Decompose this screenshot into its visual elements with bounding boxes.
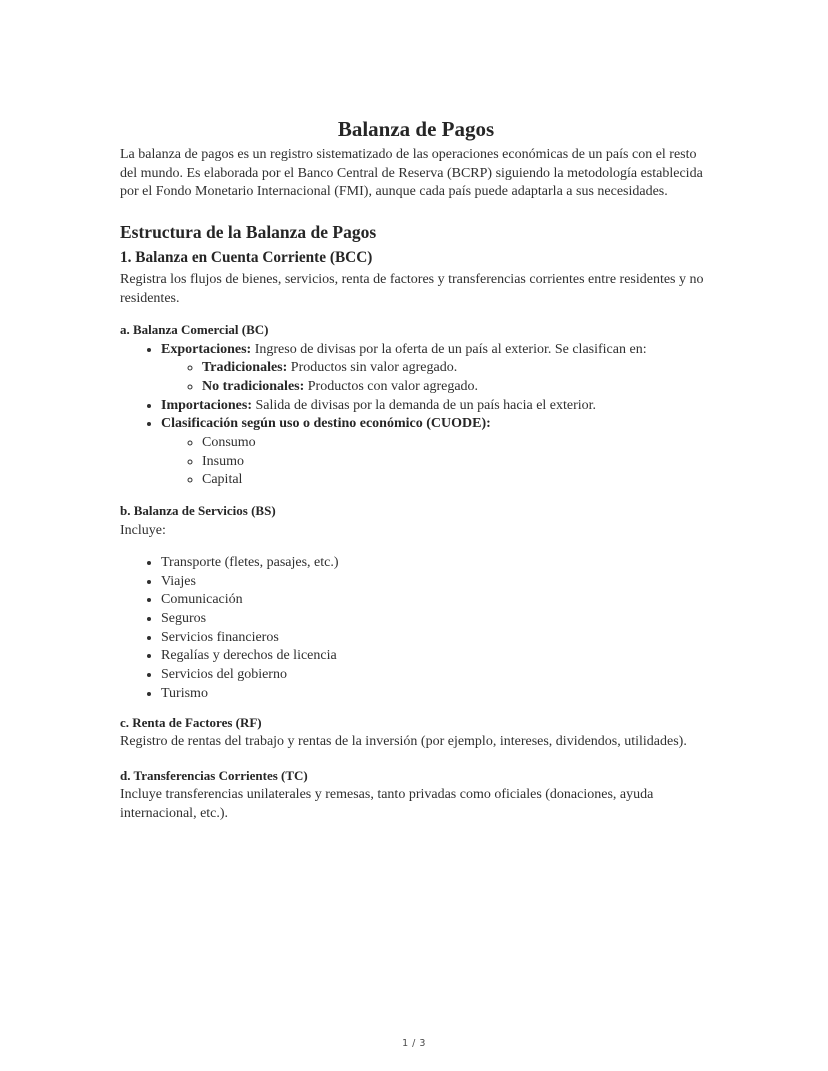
list-item: • Seguros	[161, 610, 712, 629]
term-text: Ingreso de divisas por la oferta de un país al exterior. Se clasifican en:	[251, 341, 647, 357]
list-item: ◦ Consumo	[202, 434, 712, 453]
document-content	[120, 116, 712, 824]
bc-list	[120, 341, 712, 491]
rf-body: Registro de rentas del trabajo y rentas de la inversión (por ejemplo, intereses, dividendos, utilidades).	[120, 734, 687, 750]
bc-heading: a. Balanza Comercial (BC)	[120, 321, 269, 337]
cuode-sublist	[161, 434, 712, 490]
document-title: Balanza de Pagos	[337, 117, 495, 141]
structure-heading: Estructura de la Balanza de Pagos	[120, 222, 377, 243]
rf-heading: c. Renta de Factores (RF)	[120, 715, 262, 731]
term-text: Salida de divisas por la demanda de un país hacia el exterior.	[252, 397, 597, 413]
intro-paragraph: La balanza de pagos es un registro sistematizado de las operaciones económicas de un país con el resto del mundo. Es elaborada por el Banco Central de Reserva (BCRP) siguiendo la metodología establecida por el Fondo Monetario Internacional (FMI), aunque cada país puede adaptarla a sus necesidades.	[120, 147, 703, 200]
list-item-importaciones	[161, 397, 712, 416]
list-item: ◦ Insumo	[202, 453, 712, 472]
list-item-cuode	[161, 415, 712, 490]
list-item: • Regalías y derechos de licencia	[161, 647, 712, 666]
term-text: Productos sin valor agregado.	[287, 360, 458, 376]
list-item: • Viajes	[161, 573, 712, 592]
term-label: Tradicionales:	[202, 360, 288, 376]
tc-body: Incluye transferencias unilaterales y remesas, tanto privadas como oficiales (donaciones, ayuda internacional, etc.).	[120, 787, 654, 821]
list-item: • Servicios del gobierno	[161, 666, 712, 685]
list-item: • Turismo	[161, 685, 712, 704]
term-text: Productos con valor agregado.	[304, 378, 479, 394]
term-label: Clasificación según uso o destino económico (CUODE):	[161, 416, 491, 432]
list-item: • Transporte (fletes, pasajes, etc.)	[161, 554, 712, 573]
tc-heading: d. Transferencias Corrientes (TC)	[120, 768, 308, 784]
list-item-exportaciones	[161, 341, 712, 397]
list-item: • Comunicación	[161, 591, 712, 610]
term-label: Exportaciones:	[161, 341, 252, 357]
page-number: 1 / 3	[402, 1038, 426, 1049]
bcc-heading: 1. Balanza en Cuenta Corriente (BCC)	[120, 249, 373, 267]
list-item-no-tradicionales	[202, 378, 712, 397]
list-item: ◦ Capital	[202, 471, 712, 490]
term-label: Importaciones:	[161, 397, 252, 413]
bs-list	[120, 554, 712, 704]
list-item-tradicionales	[202, 359, 712, 378]
term-label: No tradicionales:	[202, 378, 305, 394]
bs-heading: b. Balanza de Servicios (BS)	[120, 503, 276, 519]
exportaciones-sublist	[161, 359, 712, 396]
bs-intro: Incluye:	[120, 523, 166, 539]
list-item: • Servicios financieros	[161, 629, 712, 648]
bcc-body: Registra los flujos de bienes, servicios, renta de factores y transferencias corrientes entre residentes y no residentes.	[120, 272, 704, 306]
